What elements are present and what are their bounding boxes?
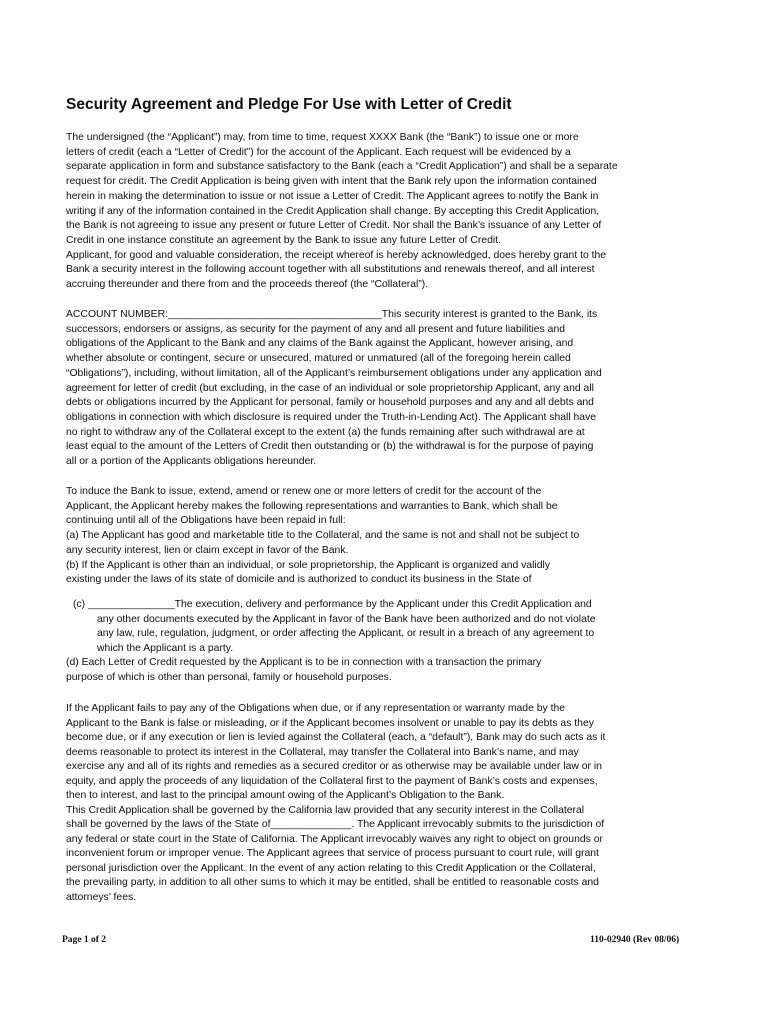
paragraph-account-line: debts or obligations incurred by the Applicant for personal, family or household purposes and any and all debts and bbox=[66, 397, 594, 408]
paragraph-default-line: This Credit Application shall be governed by the California law provided that any security interest in the Collateral bbox=[66, 805, 585, 816]
paragraph-default-line: inconvenient forum or improper venue. The Applicant agrees that service of process pursuant to court rule, will grant bbox=[66, 848, 599, 859]
paragraph-default-line: equity, and apply the proceeds of any liquidation of the Collateral first to the payment of Bank’s costs and expenses, bbox=[66, 776, 598, 787]
paragraph-item-c-line: which the Applicant is a party. bbox=[97, 643, 234, 654]
paragraph-inducement-line: existing under the laws of its state of domicile and is authorized to conduct its business in the State of bbox=[66, 574, 532, 585]
paragraph-inducement-line: (a) The Applicant has good and marketable title to the Collateral, and the same is not and shall not be subject to bbox=[66, 530, 580, 541]
paragraph-intro-line: request for credit. The Credit Application is being given with intent that the Bank rely upon the information contained bbox=[66, 176, 597, 187]
form-number: 110-02940 (Rev 08/06) bbox=[590, 935, 680, 945]
paragraph-account-line: least equal to the amount of the Letters of Credit then outstanding or (b) the withdrawal is for the purpose of paying bbox=[66, 441, 594, 452]
paragraph-inducement-line: continuing until all of the Obligations have been repaid in full: bbox=[66, 515, 346, 526]
paragraph-intro-line: Bank a security interest in the following account together with all substitutions and renewals thereof, and all interest bbox=[66, 264, 595, 275]
paragraph-item-c-line: (c) _______________The execution, delivery and performance by the Applicant under this Credit Application and bbox=[73, 599, 592, 610]
paragraph-default-line: If the Applicant fails to pay any of the Obligations when due, or if any representation or warranty made by the bbox=[66, 703, 566, 714]
paragraph-account-line: no right to withdraw any of the Collateral except to the extent (a) the funds remaining after such withdrawal are at bbox=[66, 427, 585, 438]
paragraph-intro-line: letters of credit (each a “Letter of Credit”) for the account of the Applicant. Each request will be evidenced by a bbox=[66, 147, 571, 158]
paragraph-default-line: any federal or state court in the State of California. The Applicant irrevocably waives any right to object on grounds or bbox=[66, 834, 603, 845]
paragraph-inducement-line: any security interest, lien or claim except in favor of the Bank. bbox=[66, 545, 349, 556]
paragraph-intro-line: herein in making the determination to issue or not issue a Letter of Credit. The Applicant agrees to notify the Bank in bbox=[66, 191, 599, 202]
paragraph-default-line: personal jurisdiction over the Applicant. In the event of any action relating to this Credit Application or the Collateral, bbox=[66, 863, 596, 874]
paragraph-account-line: “Obligations”), including, without limitation, all of the Applicant’s reimbursement obligations under any application and bbox=[66, 368, 602, 379]
paragraph-item-d-line: (d) Each Letter of Credit requested by the Applicant is to be in connection with a transaction the primary bbox=[66, 657, 542, 668]
paragraph-default-line: shall be governed by the laws of the State of______________. The Applicant irrevocably submits to the jurisdiction of bbox=[66, 819, 605, 830]
paragraph-default-line: then to interest, and last to the principal amount owing of the Applicant’s Obligation to the Bank. bbox=[66, 790, 505, 801]
paragraph-account-line: all or a portion of the Applicants obligations hereunder. bbox=[66, 456, 317, 467]
paragraph-default-line: become due, or if any execution or lien is levied against the Collateral (each, a “default”), Bank may do such acts as it bbox=[66, 732, 606, 743]
paragraph-intro-line: The undersigned (the “Applicant”) may, from time to time, request XXXX Bank (the “Bank”) to issue one or more bbox=[66, 132, 579, 143]
paragraph-intro-line: separate application in form and substance satisfactory to the Bank (each a “Credit Application”) and shall be a separate bbox=[66, 161, 618, 172]
paragraph-item-c-line: any other documents executed by the Applicant in favor of the Bank have been authorized and do not violate bbox=[97, 614, 596, 625]
paragraph-default-line: Applicant to the Bank is false or misleading, or if the Applicant becomes insolvent or unable to pay its debts as they bbox=[66, 718, 594, 729]
paragraph-intro-line: Applicant, for good and valuable consideration, the receipt whereof is hereby acknowledged, does hereby grant to the bbox=[66, 250, 607, 261]
paragraph-item-c-line: any law, rule, regulation, judgment, or order affecting the Applicant, or result in a breach of any agreement to bbox=[97, 628, 595, 639]
paragraph-inducement-line: (b) If the Applicant is other than an individual, or sole proprietorship, the Applicant is organized and validly bbox=[66, 560, 551, 571]
paragraph-account-line: obligations in connection with which disclosure is required under the Truth-in-Lending Act). The Applicant shall have bbox=[66, 412, 597, 423]
paragraph-account-line: ACCOUNT NUMBER:_____________________________________This security interest is granted to the Bank, its bbox=[66, 309, 598, 320]
paragraph-inducement-line: To induce the Bank to issue, extend, amend or renew one or more letters of credit for the account of the bbox=[66, 486, 542, 497]
paragraph-account-line: successors, endorsers or assigns, as security for the payment of any and all present and future liabilities and bbox=[66, 324, 566, 335]
paragraph-account-line: whether absolute or contingent, secure or unsecured, matured or unmatured (all of the foregoing herein called bbox=[66, 353, 571, 364]
paragraph-default-line: the prevailing party, in addition to all other sums to which it may be entitled, shall be entitled to reasonable costs and bbox=[66, 877, 599, 888]
paragraph-default-line: attorneys’ fees. bbox=[66, 892, 137, 903]
paragraph-inducement-line: Applicant, the Applicant hereby makes the following representations and warranties to Bank, which shall be bbox=[66, 501, 558, 512]
paragraph-intro-line: the Bank is not agreeing to issue any present or future Letter of Credit. Nor shall the Bank’s issuance of any Letter of bbox=[66, 220, 602, 231]
paragraph-intro-line: accruing thereunder and there from and the proceeds thereof (the “Collateral”). bbox=[66, 279, 429, 290]
paragraph-account-line: agreement for letter of credit (but excluding, in the case of an individual or sole proprietorship Applicant, any and all bbox=[66, 383, 594, 394]
page-number: Page 1 of 2 bbox=[62, 935, 107, 945]
paragraph-item-d-line: purpose of which is other than personal, family or household purposes. bbox=[66, 672, 392, 683]
paragraph-default-line: deems reasonable to protect its interest in the Collateral, may transfer the Collateral into Bank’s name, and may bbox=[66, 747, 579, 758]
paragraph-intro-line: writing if any of the information contained in the Credit Application shall change. By accepting this Credit Application, bbox=[66, 206, 600, 217]
paragraph-default-line: exercise any and all of its rights and remedies as a secured creditor or as otherwise may be available under law or in bbox=[66, 761, 602, 772]
paragraph-intro-line: Credit in one instance constitute an agreement by the Bank to issue any future Letter of Credit. bbox=[66, 235, 501, 246]
paragraph-account-line: obligations of the Applicant to the Bank and any claims of the Bank against the Applicant, however arising, and bbox=[66, 338, 574, 349]
document-title: Security Agreement and Pledge For Use with Letter of Credit bbox=[66, 96, 512, 113]
